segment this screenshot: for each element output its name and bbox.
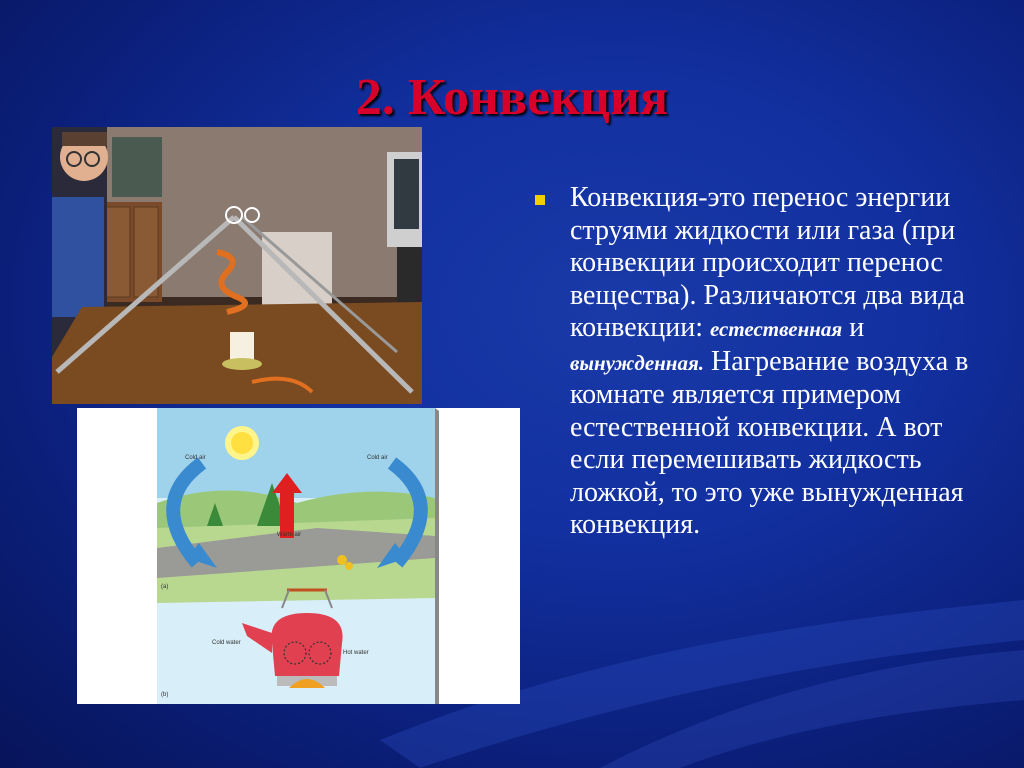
experiment-photo [52, 127, 422, 404]
cold-air-right-label: Cold air [367, 455, 388, 461]
body-text [570, 182, 990, 542]
hot-water-label: Hot water [343, 650, 369, 656]
warm-air-label: Warm air [277, 532, 302, 538]
cold-water-label: Cold water [212, 640, 241, 646]
convection-diagram [77, 408, 520, 704]
body-text-part2: Нагревание воздуха в комнате является примером естественной конвекции. А вот если перемешивать жидкость ложкой, то это уже вынужденная конвекция. [570, 345, 969, 540]
label-b: (b) [161, 692, 169, 698]
term-natural: естественная [710, 317, 843, 341]
slide-title: 2. Конвекция [355, 69, 669, 126]
convection-diagram-svg [77, 408, 520, 704]
term-forced: вынужденная. [570, 350, 705, 375]
conjunction: и [842, 312, 865, 343]
label-a: (a) [161, 584, 169, 590]
square-bullet-icon [535, 195, 545, 205]
cold-air-left-label: Cold air [185, 455, 206, 461]
body-text-part1: Конвекция-это перенос энергии струями жидкости или газа (при конвекции происходит перенос вещества). Различаются два вида конвекции: [570, 182, 965, 343]
